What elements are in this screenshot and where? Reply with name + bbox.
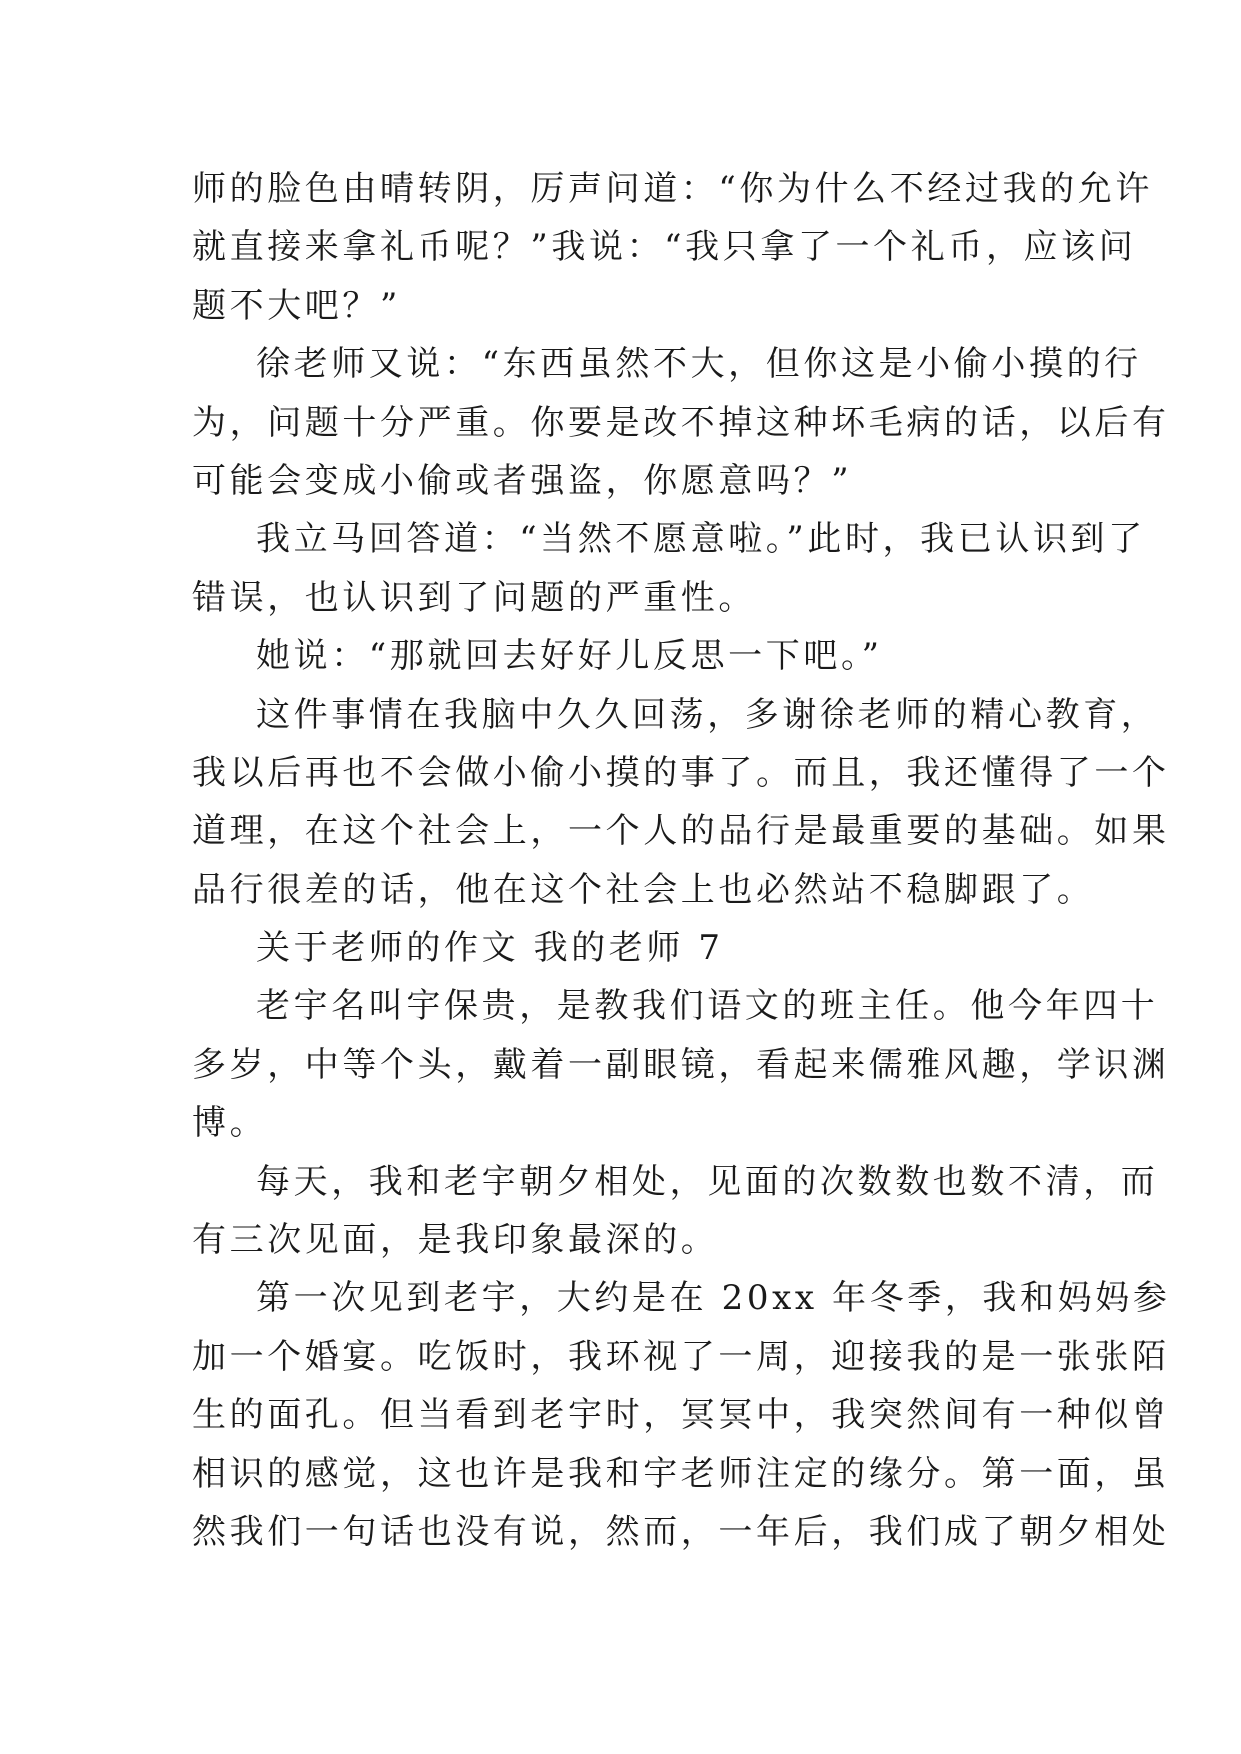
text-line: 我以后再也不会做小偷小摸的事了。而且，我还懂得了一个 — [192, 752, 1170, 793]
text-line: 师的脸色由晴转阴，厉声问道：“你为什么不经过我的允许 — [192, 169, 1153, 209]
text-line: 第一次见到老宇，大约是在 20xx 年冬季，我和妈妈参 — [256, 1278, 1171, 1319]
text-line: 多岁，中等个头，戴着一副眼镜，看起来儒雅风趣，学识渊 — [192, 1044, 1170, 1085]
text-line: 可能会变成小偷或者强盗，你愿意吗？” — [192, 460, 853, 501]
text-line: 相识的感觉，这也许是我和宇老师注定的缘分。第一面，虽 — [192, 1453, 1170, 1494]
text-line: 她说：“那就回去好好儿反思一下吧。” — [256, 636, 883, 677]
text-line: 为，问题十分严重。你要是改不掉这种坏毛病的话，以后有 — [192, 402, 1170, 443]
document-text-body — [192, 160, 1171, 1561]
text-line: 这件事情在我脑中久久回荡，多谢徐老师的精心教育， — [256, 694, 1159, 735]
text-line: 老宇名叫宇保贵，是教我们语文的班主任。他今年四十 — [256, 986, 1159, 1027]
text-line: 徐老师又说：“东西虽然不大，但你这是小偷小摸的行 — [256, 344, 1142, 385]
text-line: 我立马回答道：“当然不愿意啦。”此时，我已认识到了 — [256, 519, 1146, 560]
text-line: 加一个婚宴。吃饭时，我环视了一周，迎接我的是一张张陌 — [192, 1336, 1170, 1377]
text-line: 然我们一句话也没有说，然而，一年后，我们成了朝夕相处 — [192, 1511, 1170, 1552]
text-line: 道理，在这个社会上，一个人的品行是最重要的基础。如果 — [192, 811, 1170, 852]
text-line: 每天，我和老宇朝夕相处，见面的次数数也数不清，而 — [256, 1161, 1159, 1202]
text-line: 品行很差的话，他在这个社会上也必然站不稳脚跟了。 — [192, 869, 1095, 910]
text-line: 关于老师的作文 我的老师 7 — [256, 928, 724, 969]
text-line: 有三次见面，是我印象最深的。 — [192, 1220, 719, 1261]
text-line: 博。 — [192, 1103, 268, 1144]
text-line: 生的面孔。但当看到老宇时，冥冥中，我突然间有一种似曾 — [192, 1395, 1170, 1436]
text-line: 就直接来拿礼币呢？”我说：“我只拿了一个礼币，应该问 — [192, 227, 1137, 268]
text-line: 题不大吧？” — [192, 285, 401, 326]
text-line: 错误，也认识到了问题的严重性。 — [192, 577, 756, 618]
